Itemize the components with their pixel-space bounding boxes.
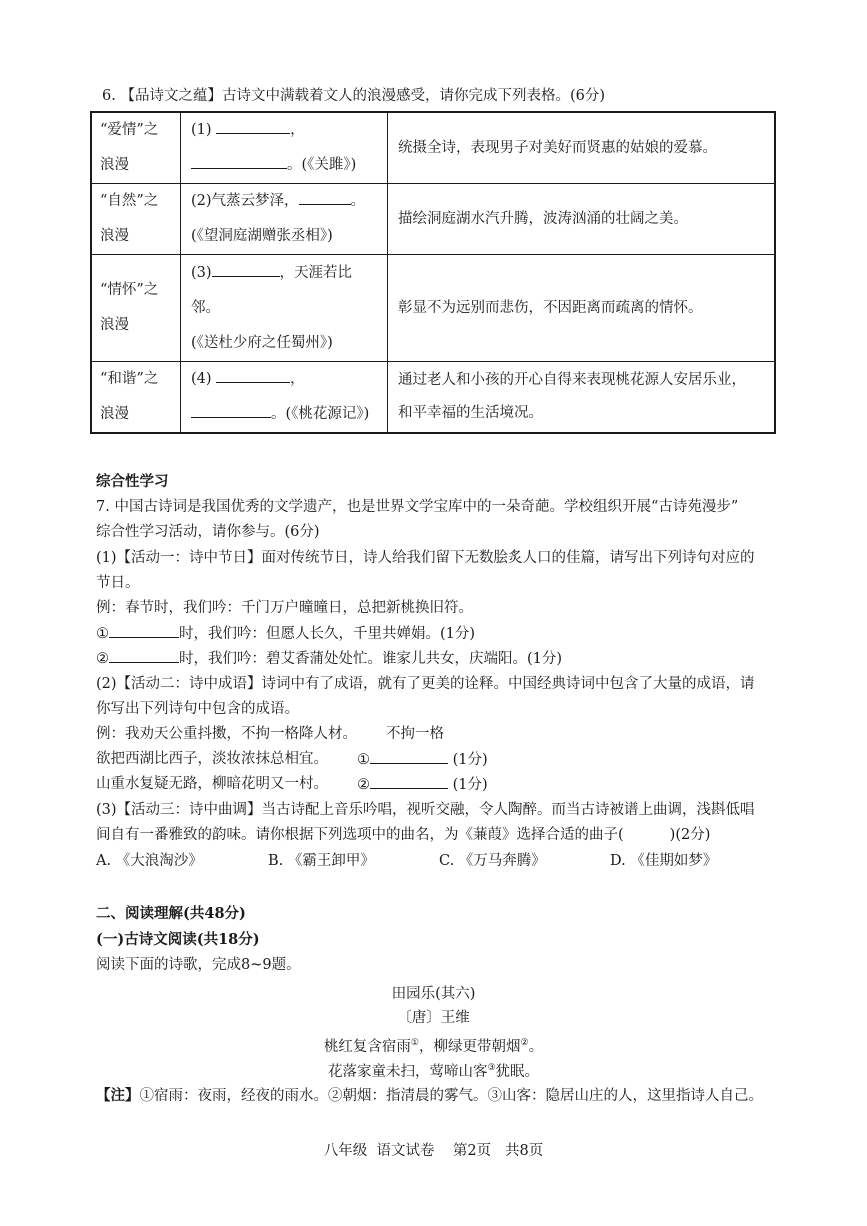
poem-text: 。 — [528, 1039, 544, 1055]
poem-text: 。 — [350, 193, 366, 210]
theme-label: “情怀”之 — [100, 282, 159, 299]
option-text: 《霸王卸甲》 — [287, 853, 375, 869]
answer-blank[interactable] — [216, 119, 290, 134]
theme-label: 浪漫 — [100, 405, 129, 422]
item-number: (1) — [191, 122, 212, 139]
activity2-answer — [357, 774, 488, 795]
poem-fill-cell — [181, 112, 388, 184]
theme-cell — [91, 255, 181, 361]
description-cell: 统摄全诗，表现男子对美好而贤惠的姑娘的爱慕。 — [388, 112, 776, 184]
option-label: B. — [268, 853, 284, 869]
table-row — [91, 112, 775, 184]
option-label: D. — [610, 853, 626, 869]
activity1-prompt: 节日。 — [96, 575, 140, 591]
theme-label: “爱情”之 — [100, 122, 159, 139]
theme-cell — [91, 112, 181, 184]
option-text: 《佳期如梦》 — [630, 853, 718, 869]
note-text: ①宿雨：夜雨，经夜的雨水。②朝烟：指清晨的雾气。③山客：隐居山庄的人，这里指诗人自己。 — [139, 1088, 763, 1104]
item-number: ① — [357, 752, 370, 768]
answer-blank[interactable] — [370, 774, 448, 789]
q7-stem: 综合性学习活动，请你参与。(6分) — [96, 524, 320, 540]
poem-source: (《望洞庭湖赠张丞相》) — [191, 228, 333, 245]
poem-text: 犹眠。 — [495, 1064, 540, 1080]
theme-label: 浪漫 — [100, 228, 129, 245]
theme-label: 浪漫 — [100, 157, 129, 174]
note-label: 【注】 — [96, 1087, 140, 1104]
item-number: ① — [96, 626, 109, 642]
theme-cell — [91, 184, 181, 255]
activity2-prompt: (2)【活动二：诗中成语】诗词中有了成语，就有了更美的诠释。中国经典诗词中包含了大量的成语，请 — [96, 676, 755, 692]
table-row — [91, 255, 775, 361]
note-mark: ② — [520, 1038, 529, 1048]
item-number: ② — [357, 777, 370, 793]
theme-label: “自然”之 — [100, 193, 159, 210]
poem-notes — [96, 1086, 763, 1106]
poem-line — [0, 1058, 867, 1082]
option-c — [439, 851, 546, 871]
activity1-item — [96, 648, 562, 669]
poem-source: 。(《桃花源记》) — [271, 405, 370, 422]
activity1-item — [96, 623, 475, 644]
score: (1分) — [452, 777, 488, 793]
option-label: A. — [96, 853, 112, 869]
description-cell: 描绘洞庭湖水汽升腾，波涛汹涌的壮阔之美。 — [388, 184, 776, 255]
romance-table — [90, 111, 776, 434]
poem-text: 花落家童未扫，莺啼山客 — [327, 1064, 488, 1080]
poem-source: (《送杜少府之任蜀州》) — [191, 334, 333, 351]
poem-fill-cell — [181, 184, 388, 255]
description-text: 和平幸福的生活境况。 — [398, 404, 543, 421]
activity2-example-answer: 不拘一格 — [386, 726, 444, 742]
answer-blank[interactable] — [212, 262, 280, 277]
section-heading: 综合性学习 — [96, 473, 169, 490]
poem-title: 田园乐(其六) — [391, 986, 476, 1002]
theme-cell — [91, 361, 181, 433]
activity2-example: 例：我劝天公重抖擞，不拘一格降人材。 — [96, 726, 357, 742]
answer-blank[interactable] — [191, 154, 287, 169]
poem-source: 。(《关雎》) — [287, 157, 357, 174]
option-text: 《大浪淘沙》 — [115, 853, 203, 869]
item-text: 时，我们吟：但愿人长久，千里共婵娟。(1分) — [179, 626, 476, 642]
option-a — [96, 851, 203, 871]
poem-text: (2)气蒸云梦泽， — [191, 193, 299, 210]
poem-text: ，柳绿更带朝烟 — [419, 1039, 521, 1055]
theme-label: “和谐”之 — [100, 370, 159, 387]
poem-text: 桃红复含宿雨 — [323, 1039, 411, 1055]
poem-fill-cell — [181, 361, 388, 433]
table-row — [91, 184, 775, 255]
activity3-prompt — [96, 825, 710, 845]
poem-line — [0, 1033, 867, 1057]
note-mark: ① — [410, 1038, 419, 1048]
item-number: (3) — [191, 264, 212, 281]
activity1-prompt: (1)【活动一：诗中节日】面对传统节日，诗人给我们留下无数脍炙人口的佳篇，请写出下列诗句对应的 — [96, 550, 755, 566]
answer-blank[interactable] — [299, 190, 351, 205]
table-row — [91, 361, 775, 433]
item-number: (4) — [191, 370, 212, 387]
activity1-example: 例：春节时，我们吟：千门万户曈曈日，总把新桃换旧符。 — [96, 600, 473, 616]
description-text: 通过老人和小孩的开心自得来表现桃花源人安居乐业， — [398, 371, 746, 388]
prompt-text: 间自有一番雅致的韵味。请你根据下列选项中的曲名，为《蒹葭》选择合适的曲子( — [96, 827, 624, 843]
note-mark: ③ — [487, 1063, 496, 1073]
answer-blank[interactable] — [109, 648, 179, 663]
answer-blank[interactable] — [216, 368, 290, 383]
option-label: C. — [439, 853, 455, 869]
page-footer: 八年级 语文试卷 第2页 共8页 — [323, 1143, 544, 1159]
answer-blank[interactable] — [109, 623, 179, 638]
option-text: 《万马奔腾》 — [458, 853, 546, 869]
instruction: 阅读下面的诗歌，完成8~9题。 — [96, 957, 301, 973]
section-heading: 二、阅读理解(共48分) — [96, 905, 246, 922]
activity2-prompt: 你写出下列诗句中包含的成语。 — [96, 701, 299, 717]
score: )(2分) — [669, 827, 711, 843]
description-cell: 彰显不为远别而悲伤，不因距离而疏离的情怀。 — [388, 255, 776, 361]
q6-stem: 6. 【品诗文之蕴】古诗文中满载着文人的浪漫感受，请你完成下列表格。(6分) — [102, 88, 605, 104]
poem-text: ，天涯若比邻。 — [191, 264, 353, 316]
q7-stem: 7. 中国古诗词是我国优秀的文学遗产，也是世界文学宝库中的一朵奇葩。学校组织开展“古诗苑漫步” — [96, 499, 739, 515]
activity2-poem: 山重水复疑无路，柳暗花明又一村。 — [96, 776, 328, 792]
description-cell — [388, 361, 776, 433]
item-number: ② — [96, 651, 109, 667]
answer-blank[interactable] — [191, 403, 271, 418]
subsection-heading: (一)古诗文阅读(共18分) — [96, 931, 260, 948]
poem-author: 〔唐〕王维 — [397, 1010, 470, 1026]
option-b — [268, 851, 375, 871]
activity2-poem: 欲把西湖比西子，淡妆浓抹总相宜。 — [96, 751, 328, 767]
option-d — [610, 851, 717, 871]
score: (1分) — [452, 752, 488, 768]
item-text: 时，我们吟：碧艾香蒲处处忙。谁家儿共女，庆端阳。(1分) — [179, 651, 563, 667]
activity3-prompt: (3)【活动三：诗中曲调】当古诗配上音乐吟唱，视听交融，令人陶醉。而当古诗被谱上曲调，浅斟低唱 — [96, 802, 755, 818]
poem-fill-cell — [181, 255, 388, 361]
activity2-answer — [357, 749, 488, 770]
poem-text: ， — [290, 122, 305, 139]
answer-blank[interactable] — [370, 749, 448, 764]
theme-label: 浪漫 — [100, 317, 129, 334]
poem-text: ， — [290, 370, 305, 387]
